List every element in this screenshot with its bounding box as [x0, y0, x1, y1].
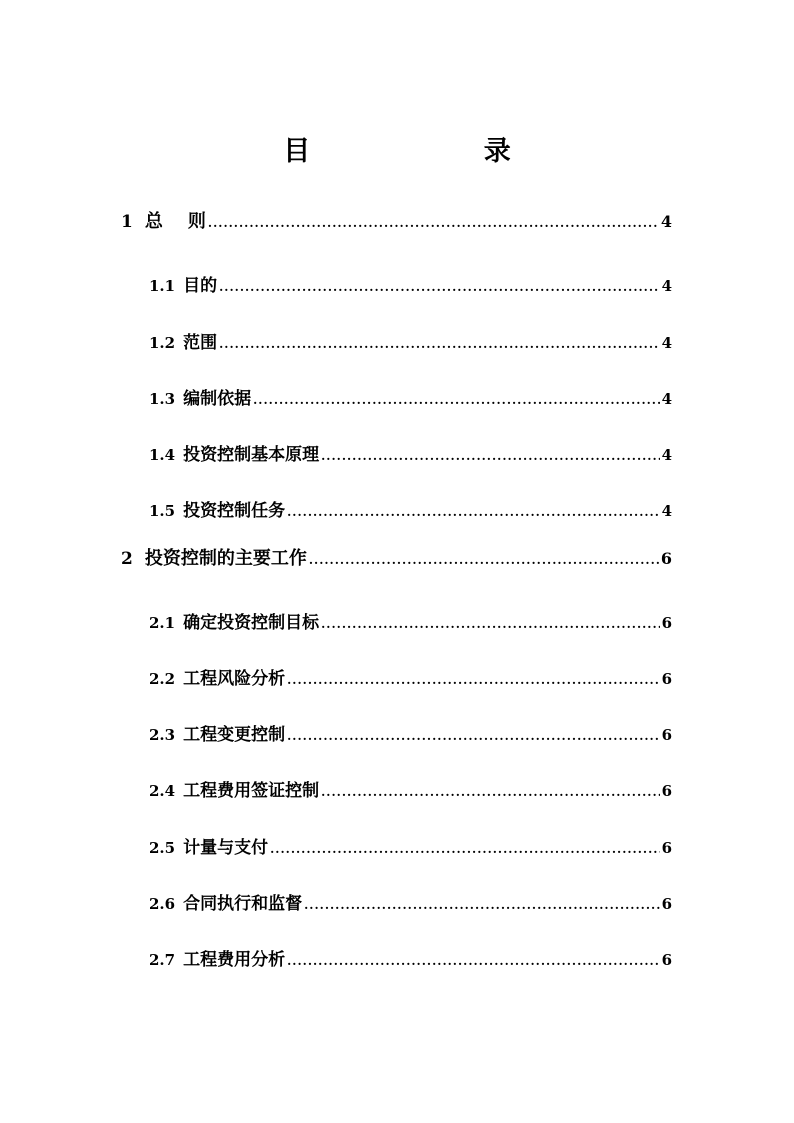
toc-entry-1[interactable] — [121, 210, 672, 234]
dot-leader — [321, 612, 659, 636]
toc-entry-1-1[interactable] — [149, 274, 672, 298]
toc-entry-2-5[interactable] — [149, 836, 672, 860]
page-title: 目 录 — [283, 136, 593, 167]
toc-number: 1.3 — [149, 390, 176, 408]
toc-entry-1-3[interactable] — [149, 387, 672, 411]
toc-number: 2.2 — [149, 670, 176, 688]
toc-entry-1-4[interactable] — [149, 443, 672, 467]
toc-page-number: 4 — [661, 502, 672, 520]
dot-leader — [321, 780, 659, 804]
toc-label: 工程变更控制 — [183, 725, 286, 745]
toc-page-number: 4 — [661, 446, 672, 464]
toc-page-number: 6 — [661, 726, 672, 744]
toc-number: 2.3 — [149, 726, 176, 744]
toc-label: 总 则 — [144, 211, 206, 232]
toc-number: 2.4 — [149, 782, 176, 800]
dot-leader — [219, 332, 659, 356]
toc-label: 投资控制基本原理 — [183, 445, 320, 465]
toc-entry-2-1[interactable] — [149, 611, 672, 635]
toc-label: 编制依据 — [183, 389, 252, 409]
toc-label: 确定投资控制目标 — [183, 613, 320, 633]
toc-entry-2[interactable] — [121, 547, 672, 571]
toc-entry-1-5[interactable] — [149, 499, 672, 523]
toc-entry-2-2[interactable] — [149, 667, 672, 691]
dot-leader — [309, 548, 659, 572]
toc-page-number: 4 — [660, 212, 672, 231]
toc-page-number: 4 — [661, 390, 672, 408]
toc-entry-2-4[interactable] — [149, 779, 672, 803]
toc-entry-1-2[interactable] — [149, 331, 672, 355]
toc-number: 1.1 — [149, 277, 176, 295]
toc-number: 2.6 — [149, 895, 176, 913]
dot-leader — [304, 893, 659, 917]
toc-label: 目的 — [183, 276, 218, 296]
toc-label: 投资控制任务 — [183, 501, 286, 521]
dot-leader — [321, 444, 659, 468]
dot-leader — [208, 211, 659, 235]
toc-page-number: 6 — [661, 670, 672, 688]
dot-leader — [270, 837, 659, 861]
toc-label: 投资控制的主要工作 — [144, 548, 307, 569]
toc-page-number: 6 — [661, 895, 672, 913]
dot-leader — [287, 724, 659, 748]
toc-entry-2-3[interactable] — [149, 723, 672, 747]
dot-leader — [287, 949, 659, 973]
toc-number: 1.4 — [149, 446, 176, 464]
toc-page-number: 6 — [660, 549, 672, 568]
toc-page-number: 6 — [661, 614, 672, 632]
toc-page-number: 4 — [661, 277, 672, 295]
toc-page-number: 6 — [661, 782, 672, 800]
dot-leader — [287, 668, 659, 692]
dot-leader — [287, 500, 659, 524]
toc-entry-2-7[interactable] — [149, 948, 672, 972]
dot-leader — [219, 275, 659, 299]
toc-number: 2 — [121, 549, 133, 569]
toc-number: 1.2 — [149, 334, 176, 352]
toc-label: 工程风险分析 — [183, 669, 286, 689]
toc-label: 合同执行和监督 — [183, 894, 303, 914]
toc-number: 2.7 — [149, 951, 176, 969]
toc-number: 2.1 — [149, 614, 176, 632]
toc-label: 工程费用签证控制 — [183, 781, 320, 801]
toc-page-number: 4 — [661, 334, 672, 352]
toc-label: 范围 — [183, 333, 218, 353]
toc-number: 1.5 — [149, 502, 176, 520]
toc-number: 2.5 — [149, 839, 176, 857]
toc-page-number: 6 — [661, 951, 672, 969]
toc-entry-2-6[interactable] — [149, 892, 672, 916]
dot-leader — [253, 388, 659, 412]
toc-label: 工程费用分析 — [183, 950, 286, 970]
toc-page-number: 6 — [661, 839, 672, 857]
toc-label: 计量与支付 — [183, 838, 269, 858]
toc-number: 1 — [121, 212, 133, 232]
